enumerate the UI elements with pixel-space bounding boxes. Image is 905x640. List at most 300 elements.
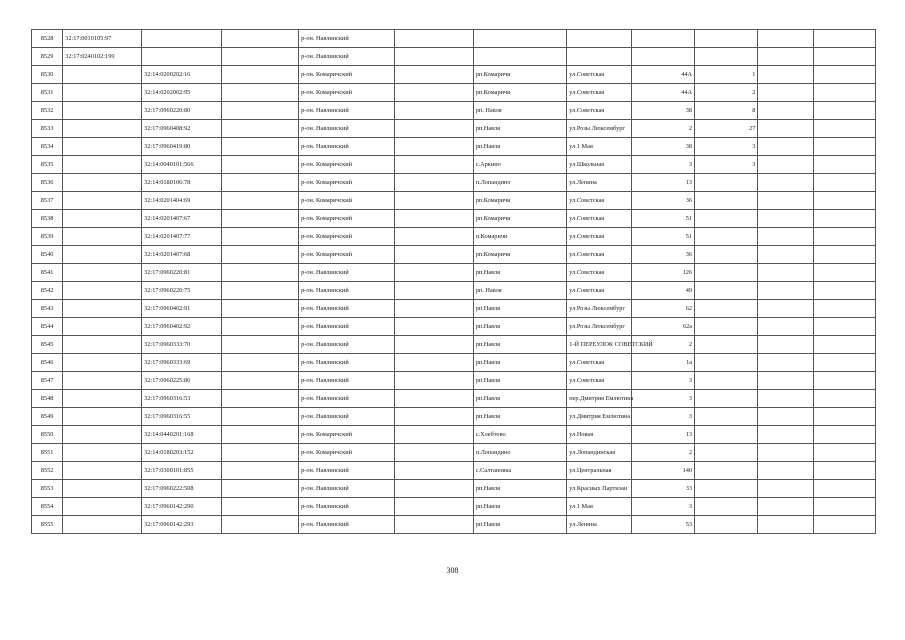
empty-cell [222, 174, 299, 192]
empty-cell [394, 336, 473, 354]
locality-cell: рп.Навля [473, 120, 567, 138]
house-number-cell: 62а [631, 318, 694, 336]
street-cell: ул.Ленина [567, 174, 631, 192]
empty-cell [758, 516, 813, 534]
empty-cell [813, 318, 875, 336]
street-cell: ул.Советская [567, 84, 631, 102]
empty-cell [222, 372, 299, 390]
apartment-number-cell [695, 264, 758, 282]
row-number-cell: 8533 [32, 120, 63, 138]
row-number-cell: 8530 [32, 66, 63, 84]
row-number-cell: 8550 [32, 426, 63, 444]
empty-cell [813, 462, 875, 480]
table-row [32, 84, 876, 102]
empty-cell [758, 246, 813, 264]
empty-cell [222, 156, 299, 174]
cadastral-number-alt-cell: 32:17:0960225:86 [142, 372, 222, 390]
apartment-number-cell: 3 [695, 138, 758, 156]
apartment-number-cell [695, 246, 758, 264]
locality-cell: рп.Комаричи [473, 192, 567, 210]
locality-cell: рп.Навля [473, 264, 567, 282]
table-body [32, 30, 876, 534]
cadastral-number-cell [63, 390, 142, 408]
cadastral-number-cell: 32:17:0240102:199 [63, 48, 142, 66]
locality-cell [473, 48, 567, 66]
row-number-cell: 8536 [32, 174, 63, 192]
table-row [32, 264, 876, 282]
district-cell: р-он. Комаричский [299, 192, 395, 210]
empty-cell [758, 156, 813, 174]
cadastral-number-cell [63, 336, 142, 354]
apartment-number-cell: 8 [695, 102, 758, 120]
empty-cell [813, 138, 875, 156]
empty-cell [394, 102, 473, 120]
empty-cell [813, 444, 875, 462]
empty-cell [813, 516, 875, 534]
apartment-number-cell: 27 [695, 120, 758, 138]
street-cell: ул.Ленина [567, 516, 631, 534]
cadastral-number-alt-cell: 32:17:0960316:53 [142, 390, 222, 408]
house-number-cell: 44А [631, 66, 694, 84]
cadastral-number-alt-cell: 32:14:0201407:77 [142, 228, 222, 246]
cadastral-number-alt-cell: 32:14:0201407:68 [142, 246, 222, 264]
empty-cell [394, 264, 473, 282]
empty-cell [222, 264, 299, 282]
house-number-cell: 49 [631, 282, 694, 300]
empty-cell [813, 354, 875, 372]
apartment-number-cell [695, 462, 758, 480]
cadastral-number-alt-cell: 32:17:0960220:80 [142, 102, 222, 120]
cadastral-number-cell [63, 426, 142, 444]
empty-cell [222, 516, 299, 534]
locality-cell: рп. Навля [473, 282, 567, 300]
empty-cell [758, 264, 813, 282]
locality-cell: рп.Навля [473, 498, 567, 516]
empty-cell [758, 336, 813, 354]
cadastral-number-cell [63, 120, 142, 138]
empty-cell [758, 408, 813, 426]
street-cell: ул.Лопандинская [567, 444, 631, 462]
apartment-number-cell: 3 [695, 156, 758, 174]
house-number-cell: 51 [631, 210, 694, 228]
street-cell: ул.Советская [567, 246, 631, 264]
house-number-cell: 126 [631, 264, 694, 282]
empty-cell [758, 372, 813, 390]
street-cell: ул.Советская [567, 354, 631, 372]
row-number-cell: 8539 [32, 228, 63, 246]
house-number-cell: 2 [631, 336, 694, 354]
empty-cell [394, 174, 473, 192]
empty-cell [758, 498, 813, 516]
table-row [32, 516, 876, 534]
cadastral-number-cell [63, 228, 142, 246]
locality-cell: с.Салтановка [473, 462, 567, 480]
empty-cell [394, 300, 473, 318]
cadastral-number-cell [63, 138, 142, 156]
empty-cell [813, 336, 875, 354]
empty-cell [394, 408, 473, 426]
empty-cell [813, 192, 875, 210]
district-cell: р-он. Комаричский [299, 174, 395, 192]
street-cell: ул.1 Мая [567, 138, 631, 156]
row-number-cell: 8535 [32, 156, 63, 174]
cadastral-number-alt-cell: 32:17:0960333:69 [142, 354, 222, 372]
cadastral-number-alt-cell: 32:17:0960142:290 [142, 498, 222, 516]
empty-cell [222, 282, 299, 300]
locality-cell: п.Лопандино [473, 174, 567, 192]
street-cell: ул.Советская [567, 66, 631, 84]
locality-cell: рп.Навля [473, 480, 567, 498]
row-number-cell: 8529 [32, 48, 63, 66]
empty-cell [222, 426, 299, 444]
district-cell: р-он. Навлинский [299, 498, 395, 516]
empty-cell [222, 138, 299, 156]
cadastral-number-cell [63, 84, 142, 102]
street-cell: ул.Дмитрия Емлютина [567, 408, 631, 426]
cadastral-number-alt-cell: 32:17:0960408:92 [142, 120, 222, 138]
empty-cell [394, 372, 473, 390]
apartment-number-cell [695, 192, 758, 210]
table-row [32, 282, 876, 300]
row-number-cell: 8541 [32, 264, 63, 282]
street-cell: ул.Советская [567, 264, 631, 282]
street-cell: ул.Центральная [567, 462, 631, 480]
apartment-number-cell [695, 498, 758, 516]
cadastral-number-alt-cell: 32:17:0960419:80 [142, 138, 222, 156]
empty-cell [813, 228, 875, 246]
table-row [32, 210, 876, 228]
street-cell: ул.Советская [567, 102, 631, 120]
empty-cell [222, 480, 299, 498]
house-number-cell: 3 [631, 156, 694, 174]
district-cell: р-он. Комаричский [299, 84, 395, 102]
empty-cell [758, 174, 813, 192]
cadastral-number-alt-cell: 32:14:0200202:16 [142, 66, 222, 84]
empty-cell [222, 228, 299, 246]
district-cell: р-он. Навлинский [299, 516, 395, 534]
cadastral-number-alt-cell: 32:14:0440201:168 [142, 426, 222, 444]
cadastral-number-cell [63, 444, 142, 462]
cadastral-number-alt-cell [142, 48, 222, 66]
table-row [32, 66, 876, 84]
row-number-cell: 8531 [32, 84, 63, 102]
empty-cell [394, 462, 473, 480]
cadastral-number-cell [63, 318, 142, 336]
cadastral-number-alt-cell: 32:14:0202002:95 [142, 84, 222, 102]
empty-cell [222, 498, 299, 516]
empty-cell [758, 192, 813, 210]
apartment-number-cell [695, 48, 758, 66]
empty-cell [394, 516, 473, 534]
cadastral-number-alt-cell: 32:14:0040101:566 [142, 156, 222, 174]
table-row [32, 354, 876, 372]
district-cell: р-он. Комаричский [299, 210, 395, 228]
empty-cell [222, 246, 299, 264]
street-cell: ул.Новая [567, 426, 631, 444]
empty-cell [813, 66, 875, 84]
empty-cell [813, 408, 875, 426]
locality-cell: рп.Комаричи [473, 210, 567, 228]
locality-cell [473, 30, 567, 48]
apartment-number-cell: 1 [695, 66, 758, 84]
empty-cell [813, 480, 875, 498]
row-number-cell: 8537 [32, 192, 63, 210]
empty-cell [222, 66, 299, 84]
street-cell: ул.Советская [567, 282, 631, 300]
empty-cell [222, 102, 299, 120]
cadastral-number-cell [63, 354, 142, 372]
street-cell: пер.Дмитрия Емлютина [567, 390, 631, 408]
row-number-cell: 8551 [32, 444, 63, 462]
locality-cell: рп.Комаричи [473, 246, 567, 264]
locality-cell: рп.Навля [473, 354, 567, 372]
district-cell: р-он. Навлинский [299, 372, 395, 390]
street-cell: ул.Школьная [567, 156, 631, 174]
apartment-number-cell [695, 408, 758, 426]
empty-cell [758, 102, 813, 120]
cadastral-number-alt-cell: 32:17:0960402:92 [142, 318, 222, 336]
street-cell: ул.Розы Люксембург [567, 120, 631, 138]
empty-cell [394, 444, 473, 462]
cadastral-number-alt-cell: 32:17:0960316:55 [142, 408, 222, 426]
empty-cell [758, 66, 813, 84]
apartment-number-cell [695, 426, 758, 444]
apartment-number-cell [695, 480, 758, 498]
district-cell: р-он. Навлинский [299, 264, 395, 282]
locality-cell: рп.Комаричи [473, 66, 567, 84]
empty-cell [813, 84, 875, 102]
table-row [32, 120, 876, 138]
locality-cell: с.Аркино [473, 156, 567, 174]
district-cell: р-он. Навлинский [299, 102, 395, 120]
empty-cell [813, 498, 875, 516]
table-row [32, 390, 876, 408]
apartment-number-cell [695, 516, 758, 534]
row-number-cell: 8538 [32, 210, 63, 228]
apartment-number-cell [695, 318, 758, 336]
house-number-cell: 2 [631, 444, 694, 462]
empty-cell [394, 138, 473, 156]
empty-cell [394, 66, 473, 84]
empty-cell [394, 192, 473, 210]
empty-cell [813, 246, 875, 264]
empty-cell [758, 480, 813, 498]
empty-cell [758, 282, 813, 300]
empty-cell [813, 102, 875, 120]
empty-cell [394, 426, 473, 444]
apartment-number-cell [695, 282, 758, 300]
empty-cell [758, 228, 813, 246]
district-cell: р-он. Навлинский [299, 480, 395, 498]
row-number-cell: 8555 [32, 516, 63, 534]
house-number-cell: 36 [631, 246, 694, 264]
street-cell: ул.Красных Партизан [567, 480, 631, 498]
table-row [32, 246, 876, 264]
cadastral-number-cell [63, 498, 142, 516]
empty-cell [222, 120, 299, 138]
empty-cell [222, 300, 299, 318]
street-cell: ул.Розы Люксембург [567, 318, 631, 336]
locality-cell: рп.Навля [473, 300, 567, 318]
empty-cell [222, 354, 299, 372]
cadastral-number-alt-cell: 32:17:0300101:855 [142, 462, 222, 480]
row-number-cell: 8553 [32, 480, 63, 498]
empty-cell [394, 120, 473, 138]
apartment-number-cell [695, 372, 758, 390]
cadastral-number-cell [63, 462, 142, 480]
table-row [32, 30, 876, 48]
apartment-number-cell [695, 444, 758, 462]
empty-cell [758, 390, 813, 408]
empty-cell [813, 174, 875, 192]
house-number-cell: 38 [631, 138, 694, 156]
row-number-cell: 8532 [32, 102, 63, 120]
locality-cell: рп.Навля [473, 408, 567, 426]
empty-cell [813, 156, 875, 174]
house-number-cell: 3 [631, 498, 694, 516]
table-row [32, 462, 876, 480]
empty-cell [758, 48, 813, 66]
table-row [32, 174, 876, 192]
district-cell: р-он. Комаричский [299, 246, 395, 264]
row-number-cell: 8549 [32, 408, 63, 426]
house-number-cell [631, 48, 694, 66]
row-number-cell: 8545 [32, 336, 63, 354]
row-number-cell: 8534 [32, 138, 63, 156]
cadastral-number-cell: 32:17:0010105:97 [63, 30, 142, 48]
empty-cell [394, 156, 473, 174]
cadastral-number-alt-cell: 32:17:0960222:508 [142, 480, 222, 498]
house-number-cell: 1а [631, 354, 694, 372]
district-cell: р-он. Навлинский [299, 30, 395, 48]
apartment-number-cell [695, 30, 758, 48]
district-cell: р-он. Комаричский [299, 66, 395, 84]
table-row [32, 498, 876, 516]
empty-cell [222, 48, 299, 66]
apartment-number-cell [695, 300, 758, 318]
district-cell: р-он. Навлинский [299, 120, 395, 138]
table-row [32, 480, 876, 498]
empty-cell [758, 210, 813, 228]
district-cell: р-он. Навлинский [299, 462, 395, 480]
district-cell: р-он. Навлинский [299, 336, 395, 354]
cadastral-number-cell [63, 192, 142, 210]
empty-cell [222, 30, 299, 48]
cadastral-number-cell [63, 282, 142, 300]
empty-cell [222, 408, 299, 426]
cadastral-number-alt-cell: 32:14:0201407:67 [142, 210, 222, 228]
locality-cell: п.Комаричи [473, 228, 567, 246]
locality-cell: рп.Комаричи [473, 84, 567, 102]
empty-cell [758, 84, 813, 102]
table-row [32, 426, 876, 444]
empty-cell [758, 300, 813, 318]
empty-cell [758, 354, 813, 372]
apartment-number-cell [695, 210, 758, 228]
house-number-cell: 3 [631, 408, 694, 426]
empty-cell [222, 462, 299, 480]
empty-cell [758, 318, 813, 336]
empty-cell [758, 30, 813, 48]
row-number-cell: 8547 [32, 372, 63, 390]
empty-cell [394, 282, 473, 300]
district-cell: р-он. Комаричский [299, 228, 395, 246]
table-row [32, 48, 876, 66]
cadastral-number-alt-cell: 32:14:0180106:78 [142, 174, 222, 192]
cadastral-number-alt-cell: 32:17:0960142:293 [142, 516, 222, 534]
street-cell [567, 48, 631, 66]
table-row [32, 228, 876, 246]
street-cell: ул.Советская [567, 192, 631, 210]
row-number-cell: 8552 [32, 462, 63, 480]
empty-cell [222, 318, 299, 336]
empty-cell [222, 390, 299, 408]
empty-cell [394, 48, 473, 66]
locality-cell: рп.Навля [473, 336, 567, 354]
empty-cell [758, 444, 813, 462]
locality-cell: рп.Навля [473, 390, 567, 408]
empty-cell [222, 336, 299, 354]
empty-cell [394, 246, 473, 264]
table-row [32, 192, 876, 210]
empty-cell [813, 372, 875, 390]
empty-cell [813, 300, 875, 318]
empty-cell [813, 390, 875, 408]
row-number-cell: 8543 [32, 300, 63, 318]
district-cell: р-он. Комаричский [299, 426, 395, 444]
district-cell: р-он. Навлинский [299, 282, 395, 300]
house-number-cell: 53 [631, 516, 694, 534]
house-number-cell: 44А [631, 84, 694, 102]
empty-cell [394, 210, 473, 228]
street-cell: ул.Советская [567, 210, 631, 228]
empty-cell [394, 390, 473, 408]
row-number-cell: 8548 [32, 390, 63, 408]
locality-cell: п.Лопандино [473, 444, 567, 462]
street-cell: ул.Розы Люксембург [567, 300, 631, 318]
cadastral-number-alt-cell: 32:17:0960402:91 [142, 300, 222, 318]
cadastral-number-alt-cell: 32:17:0960333:70 [142, 336, 222, 354]
apartment-number-cell [695, 336, 758, 354]
district-cell: р-он. Навлинский [299, 354, 395, 372]
empty-cell [813, 120, 875, 138]
district-cell: р-он. Навлинский [299, 138, 395, 156]
apartment-number-cell [695, 228, 758, 246]
empty-cell [813, 210, 875, 228]
locality-cell: рп.Навля [473, 318, 567, 336]
house-number-cell [631, 30, 694, 48]
empty-cell [222, 210, 299, 228]
empty-cell [394, 354, 473, 372]
house-number-cell: 62 [631, 300, 694, 318]
table-row [32, 408, 876, 426]
cadastral-number-alt-cell: 32:14:0180203:152 [142, 444, 222, 462]
cadastral-number-cell [63, 210, 142, 228]
house-number-cell: 2 [631, 120, 694, 138]
empty-cell [394, 228, 473, 246]
empty-cell [394, 498, 473, 516]
cadastral-number-alt-cell: 32:17:0960220:81 [142, 264, 222, 282]
district-cell: р-он. Комаричский [299, 156, 395, 174]
empty-cell [222, 444, 299, 462]
district-cell: р-он. Навлинский [299, 408, 395, 426]
empty-cell [758, 138, 813, 156]
house-number-cell: 51 [631, 228, 694, 246]
street-cell: 1-Й ПЕРЕУЛОК СОВЕТСКИЙ [567, 336, 631, 354]
cadastral-number-cell [63, 156, 142, 174]
cadastral-number-cell [63, 246, 142, 264]
empty-cell [394, 84, 473, 102]
